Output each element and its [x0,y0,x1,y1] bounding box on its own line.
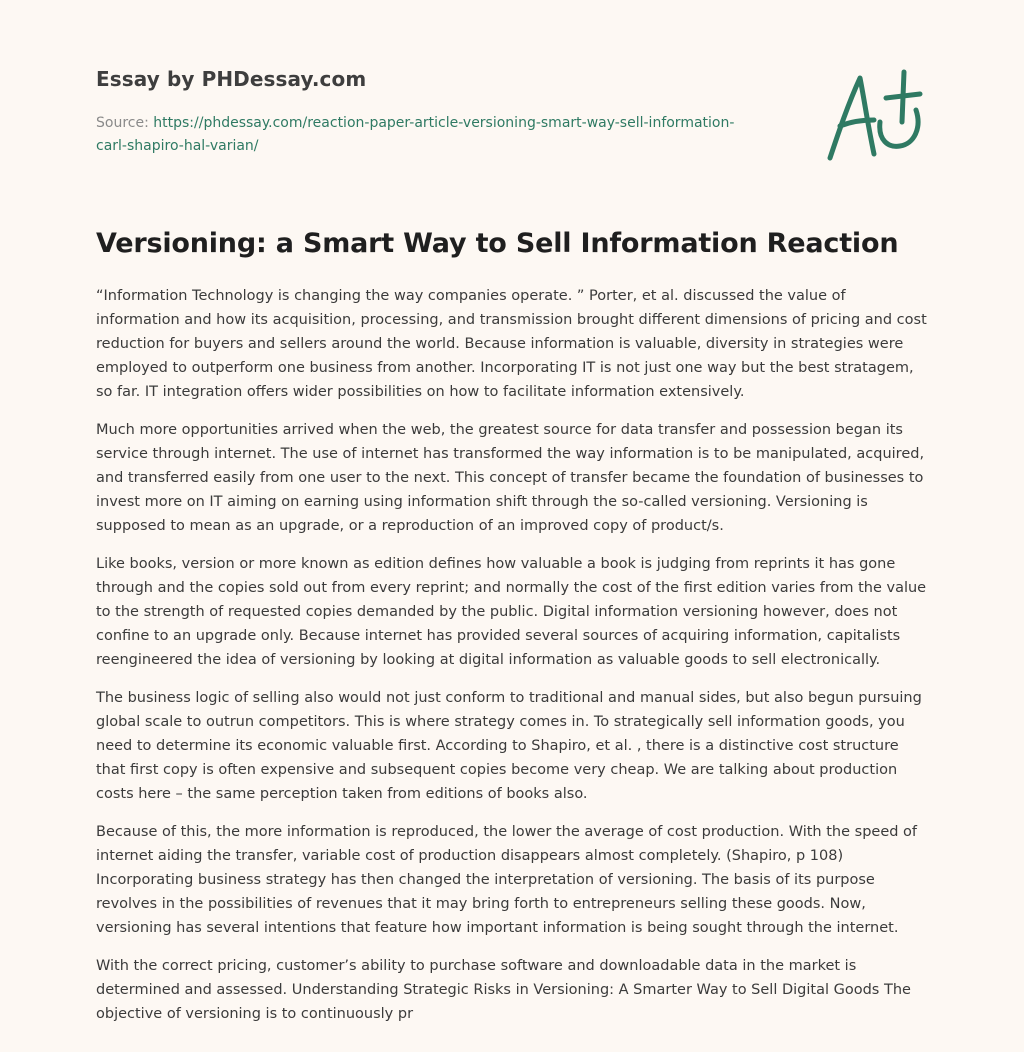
source-link[interactable]: https://phdessay.com/reaction-paper-article-versioning-smart-way-sell-information-carl-shapiro-hal-varian/ [96,115,735,154]
article-title: Versioning: a Smart Way to Sell Information Reaction [96,228,899,259]
a-plus-logo [818,64,934,168]
paragraph: The business logic of selling also would not just conform to traditional and manual sides, but also begun pursuing global scale to outrun competitors. This is where strategy comes in. To strategically sell information goods, you need to determine its economic valuable first. According to Shapiro, et al. , there is a distinctive cost structure that first copy is often expensive and subsequent copies become very cheap. We are talking about production costs here – the same perception taken from editions of books also. [96,690,922,802]
paragraph: Much more opportunities arrived when the web, the greatest source for data transfer and possession began its service through internet. The use of internet has transformed the way information is to be manipulated, acquired, and transferred easily from one user to the next. This concept of transfer became the foundation of businesses to invest more on IT aiming on earning using information shift through the so-called versioning. Versioning is supposed to mean as an upgrade, or a reproduction of an improved copy of product/s. [96,422,925,534]
article-body [96,284,932,1040]
site-brand: Essay by PHDessay.com [96,67,367,91]
site-header [96,66,736,158]
paragraph: Because of this, the more information is reproduced, the lower the average of cost production. With the speed of internet aiding the transfer, variable cost of production disappears almost completely. (Shapiro, p 108) Incorporating business strategy has then changed the interpretation of versioning. The basis of its purpose revolves in the possibilities of revenues that it may bring forth to entrepreneurs selling these goods. Now, versioning has several intentions that feature how important information is being sought through the internet. [96,824,918,936]
paragraph: With the correct pricing, customer’s ability to purchase software and downloadable data in the market is determined and assessed. Understanding Strategic Risks in Versioning: A Smarter Way to Sell Digital Goods The objective of versioning is to continuously pr [96,958,911,1022]
source-line [96,112,736,158]
paragraph: “Information Technology is changing the way companies operate. ” Porter, et al. discussed the value of information and how its acquisition, processing, and transmission brought different dimensions of pricing and cost reduction for buyers and sellers around the world. Because information is valuable, diversity in strategies were employed to outperform one business from another. Incorporating IT is not just one way but the best stratagem, so far. IT integration offers wider possibilities on how to facilitate information extensively. [96,288,927,400]
a-plus-logo-icon [818,64,934,168]
source-label: Source: [96,115,154,131]
paragraph: Like books, version or more known as edition defines how valuable a book is judging from reprints it has gone through and the copies sold out from every reprint; and normally the cost of the first edition varies from the value to the strength of requested copies demanded by the public. Digital information versioning however, does not confine to an upgrade only. Because internet has provided several sources of acquiring information, capitalists reengineered the idea of versioning by looking at digital information as valuable goods to sell electronically. [96,556,927,668]
